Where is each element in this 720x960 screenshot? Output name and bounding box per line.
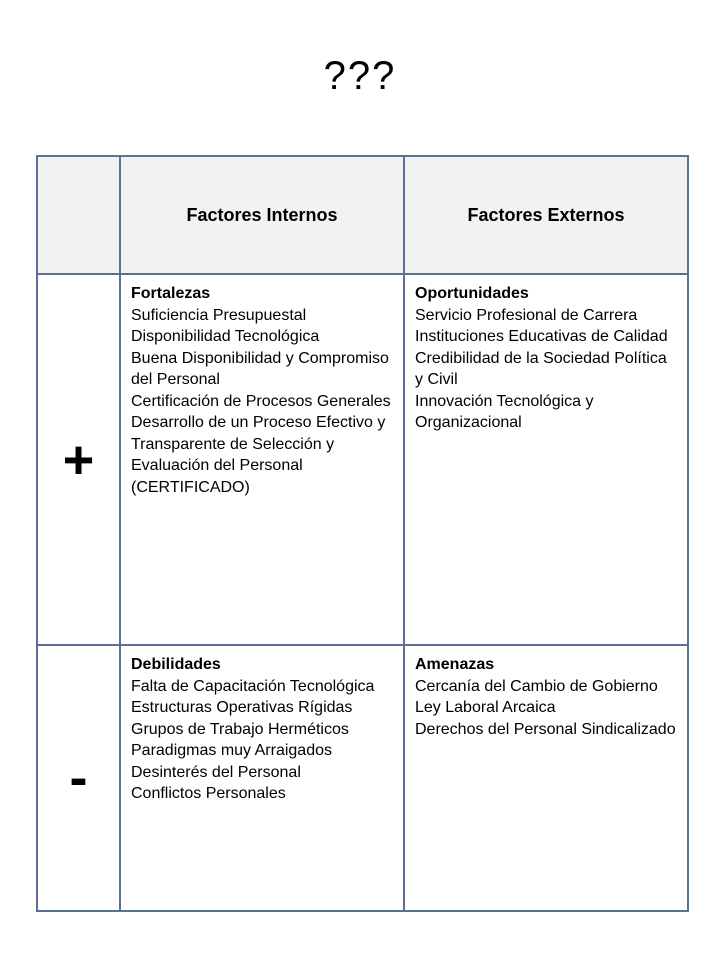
positive-row [37,274,688,645]
header-internal: Factores Internos [120,156,404,274]
opportunity-item: Instituciones Educativas de Calidad [415,328,668,346]
weakness-item: Conflictos Personales [131,785,286,803]
threats-cell [404,645,688,911]
corner-cell [37,156,120,274]
negative-row [37,645,688,911]
strength-item: Desarrollo de un Proceso Efectivo y Transparente de Selección y Evaluación del Personal (CERTIFICADO) [131,414,386,496]
weakness-item: Desinterés del Personal [131,763,301,781]
strength-item: Certificación de Procesos Generales [131,392,391,410]
strength-item: Suficiencia Presupuestal [131,306,307,324]
strengths-cell [120,274,404,645]
opportunity-item: Credibilidad de la Sociedad Política y Civil [415,349,667,389]
threat-item: Cercanía del Cambio de Gobierno [415,677,658,695]
weakness-item: Paradigmas muy Arraigados [131,742,332,760]
header-row [37,156,688,274]
strength-item: Buena Disponibilidad y Compromiso del Personal [131,349,389,389]
threats-heading: Amenazas [415,656,495,674]
threat-item: Derechos del Personal Sindicalizado [415,720,676,738]
strength-item: Disponibilidad Tecnológica [131,328,320,346]
positive-sign: + [37,274,120,645]
swot-table [36,155,689,912]
weakness-item: Grupos de Trabajo Herméticos [131,720,349,738]
weaknesses-heading: Debilidades [131,656,221,674]
opportunity-item: Innovación Tecnológica y Organizacional [415,392,594,432]
strengths-heading: Fortalezas [131,285,211,303]
page-title: ??? [323,54,397,98]
opportunities-cell [404,274,688,645]
weakness-item: Estructuras Operativas Rígidas [131,699,353,717]
weaknesses-cell [120,645,404,911]
weakness-item: Falta de Capacitación Tecnológica [131,677,375,695]
negative-sign: - [37,645,120,911]
opportunity-item: Servicio Profesional de Carrera [415,306,638,324]
header-external: Factores Externos [404,156,688,274]
opportunities-heading: Oportunidades [415,285,529,303]
threat-item: Ley Laboral Arcaica [415,699,556,717]
